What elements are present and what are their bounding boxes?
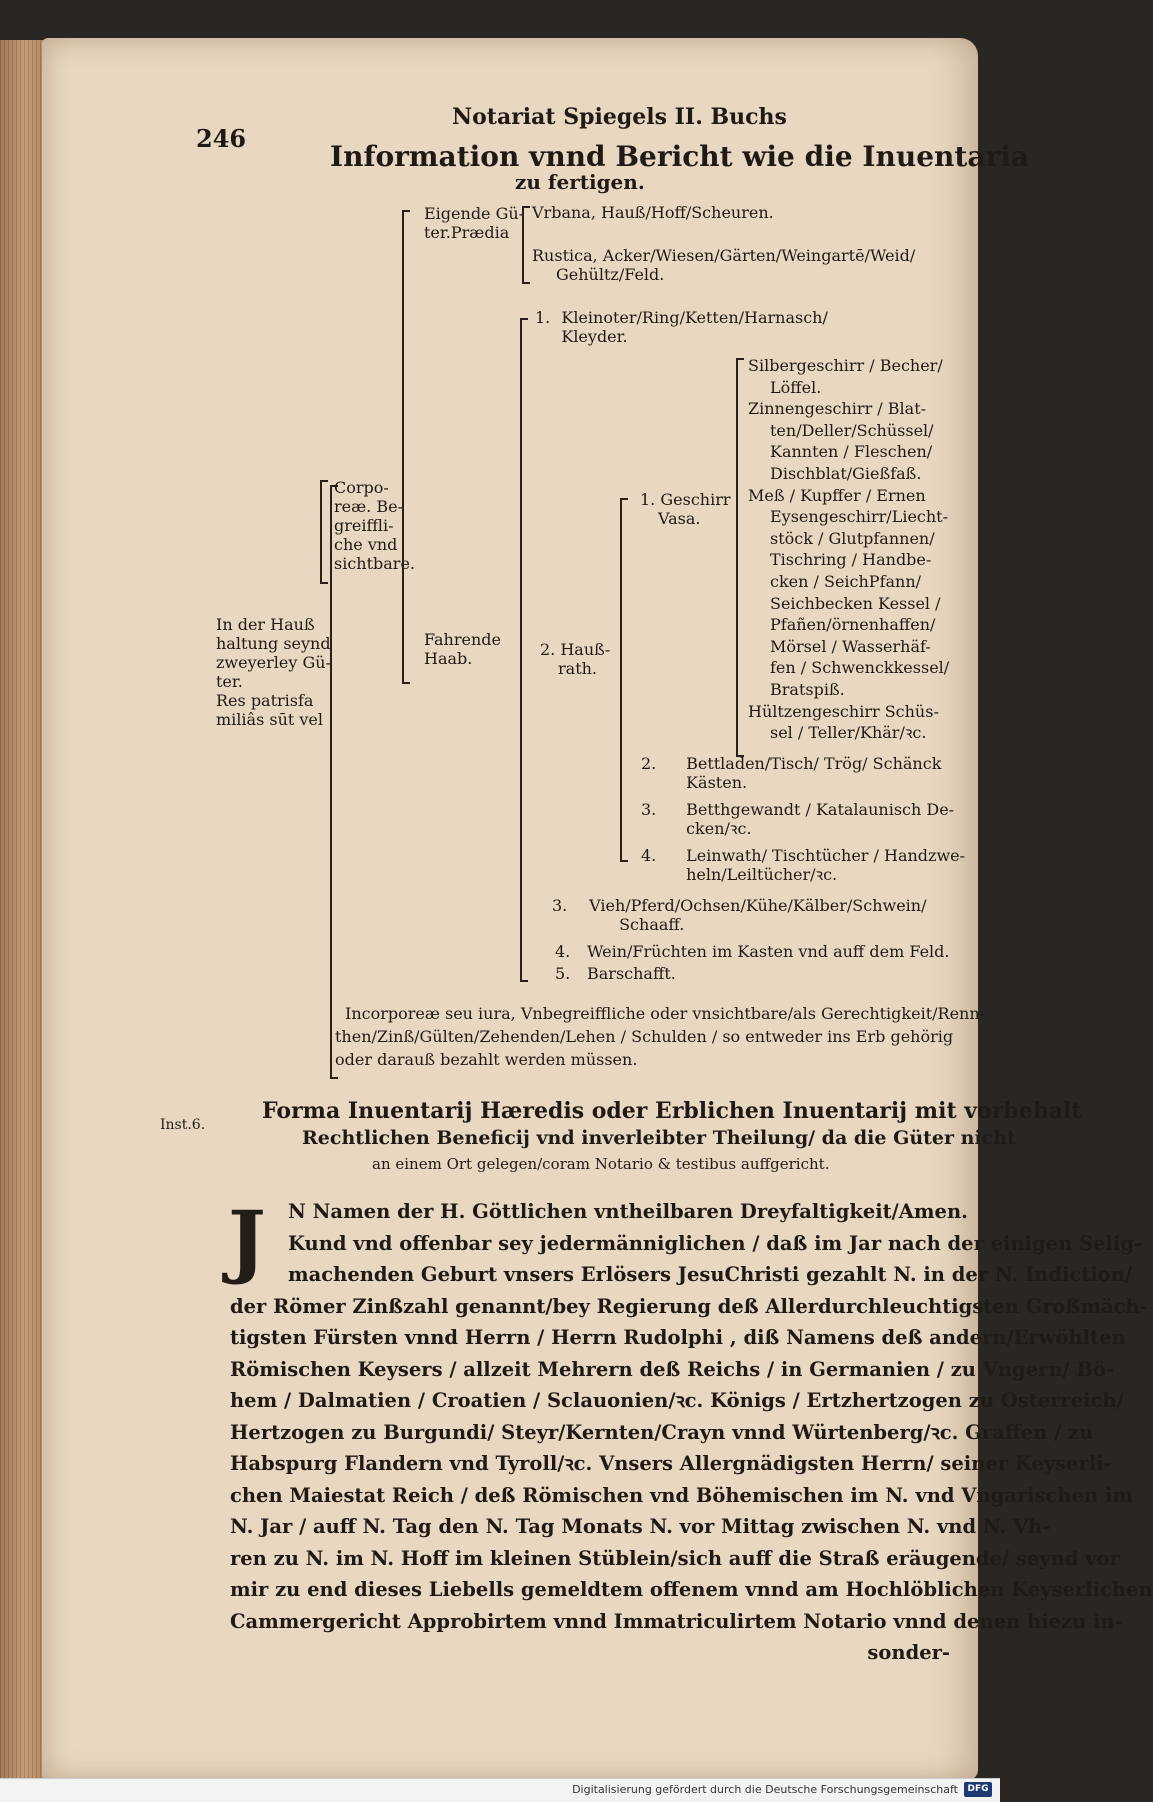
tree-hausrath: 2. Hauß- rath. — [540, 640, 611, 678]
section-heading: Forma Inuentarij Hæredis oder Erblichen Inuentarij mit vorbehalt — [262, 1098, 1082, 1124]
tree-eigende: Eigende Gü- ter.Prædia — [424, 204, 525, 242]
bracket-corporeae — [320, 480, 328, 584]
page-title-continued: zu fertigen. — [515, 170, 645, 194]
tree-item5: 5. Barschafft. — [555, 964, 676, 983]
tree-geschirr-items: Silbergeschirr / Becher/ Löffel. Zinnengeschirr / Blat- ten/Deller/Schüssel/ Kannten / Fleschen/ Dischblat/Gießfaß. Meß / Kupffer / Ernen Eysengeschirr/Liecht- stöck / Glutpfannen/ Tischring / Handbe- cken / SeichPfann/ Seichbecken Kessel / Pfañen/örnenhaffen/ Mörsel / Wasserhäf- fen / Schwenckkessel/ Bratspiß. Hültzengeschirr Schüs- sel / Teller/Khär/ꝛc. — [748, 356, 950, 743]
section-heading-3: an einem Ort gelegen/coram Notario & testibus auffgericht. — [372, 1155, 830, 1173]
tree-corporeae: Corpo- reæ. Be- greiffli- che vnd sichtbare. — [334, 478, 416, 573]
page-title: Information vnnd Bericht wie die Inuentaria — [330, 140, 1029, 173]
bracket-corporeae-children — [402, 210, 410, 684]
tree-incorporeae: Incorporeæ seu iura, Vnbegreiffliche oder vnsichtbare/als Gerechtigkeit/Renn- then/Zinß/Gülten/Zehenden/Lehen / Schulden / so entweder ins Erb gehörig oder darauß bezahlt werden müssen. — [335, 1004, 986, 1069]
tree-fahrende: Fahrende Haab. — [424, 630, 501, 668]
margin-note: Inst.6. — [160, 1117, 206, 1133]
tree-geschirr: 1. Geschirr Vasa. — [640, 490, 731, 528]
tree-hausrath-3: 3. Betthgewandt / Katalaunisch De- cken/ꝛc. — [641, 800, 955, 838]
footer-credit: Digitalisierung gefördert durch die Deutsche Forschungsgemeinschaft — [572, 1783, 958, 1796]
dfg-logo: DFG — [964, 1782, 992, 1797]
tree-hausrath-2: 2. Bettladen/Tisch/ Trög/ Schänck Kästen. — [641, 754, 942, 792]
running-title: Notariat Spiegels II. Buchs — [452, 104, 787, 130]
page-number: 246 — [196, 124, 247, 153]
tree-item4: 4. Wein/Früchten im Kasten vnd auff dem Feld. — [555, 942, 950, 961]
bracket-root — [330, 485, 338, 1079]
tree-hausrath-4: 4. Leinwath/ Tischtücher / Handzwe- heln/Leiltücher/ꝛc. — [641, 846, 966, 884]
body-paragraph: N Namen der H. Göttlichen vntheilbaren Dreyfaltigkeit/Amen. Kund vnd offenbar sey jedermänniglichen / daß im Jar nach der einigen Selig- machenden Geburt vnsers Erlösers JesuChristi gezahlt N. in der N. Indiction/ der Römer Zinßzahl genannt/bey Regierung deß Allerdurchleuchtigsten Großmäch- tigsten Fürsten vnnd Herrn / Herrn Rudolphi , diß Namens deß andern/Erwöhlten Römischen Keysers / allzeit Mehrern deß Reichs / in Germanien / zu Vngern/ Bö- hem / Dalmatien / Croatien / Sclauonien/ꝛc. Königs / Ertzhertzogen zu Osterreich/ Hertzogen zu Burgundi/ Steyr/Kernten/Crayn vnnd Würtenberg/ꝛc. Graffen / zu Habspurg Flandern vnd Tyroll/ꝛc. Vnsers Allergnädigsten Herrn/ seiner Keyserli- chen Maiestat Reich / deß Römischen vnd Böhemischen im N. vnd Vngarischen im N. Jar / auff N. Tag den N. Tag Monats N. vor Mittag zwischen N. vnd N. Vh- ren zu N. im N. Hoff im kleinen Stüblein/sich auff die Straß eräugende/ seynd vor mir zu end dieses Liebells gemeldtem offenem vnnd am Hochlöblichen Keyserlichen Cammergericht Approbirtem vnnd Immatriculirtem Notario vnnd denen hiezu in- sonder- — [230, 1200, 1153, 1664]
footer-strip — [0, 1778, 1000, 1802]
tree-root: In der Hauß haltung seynd zweyerley Gü- ter. Res patrisfa miliâs sūt vel — [216, 615, 331, 729]
tree-urbana: Vrbana, Hauß/Hoff/Scheuren. — [532, 203, 774, 222]
bracket-fahrende — [520, 318, 528, 982]
section-heading-2: Rechtlichen Beneficij vnd inverleibter Theilung/ da die Güter nicht — [302, 1127, 1016, 1149]
bracket-eigende — [522, 206, 530, 284]
bracket-hausrath — [620, 498, 628, 862]
tree-rustica: Rustica, Acker/Wiesen/Gärten/Weingartē/Weid/ Gehültz/Feld. — [532, 246, 916, 284]
drop-capital: J — [228, 1193, 266, 1287]
tree-item1: 1. Kleinoter/Ring/Ketten/Harnasch/ Kleyder. — [535, 308, 828, 346]
tree-item3: 3. Vieh/Pferd/Ochsen/Kühe/Kälber/Schwein/ Schaaff. — [552, 896, 927, 934]
bracket-geschirr — [736, 358, 744, 757]
